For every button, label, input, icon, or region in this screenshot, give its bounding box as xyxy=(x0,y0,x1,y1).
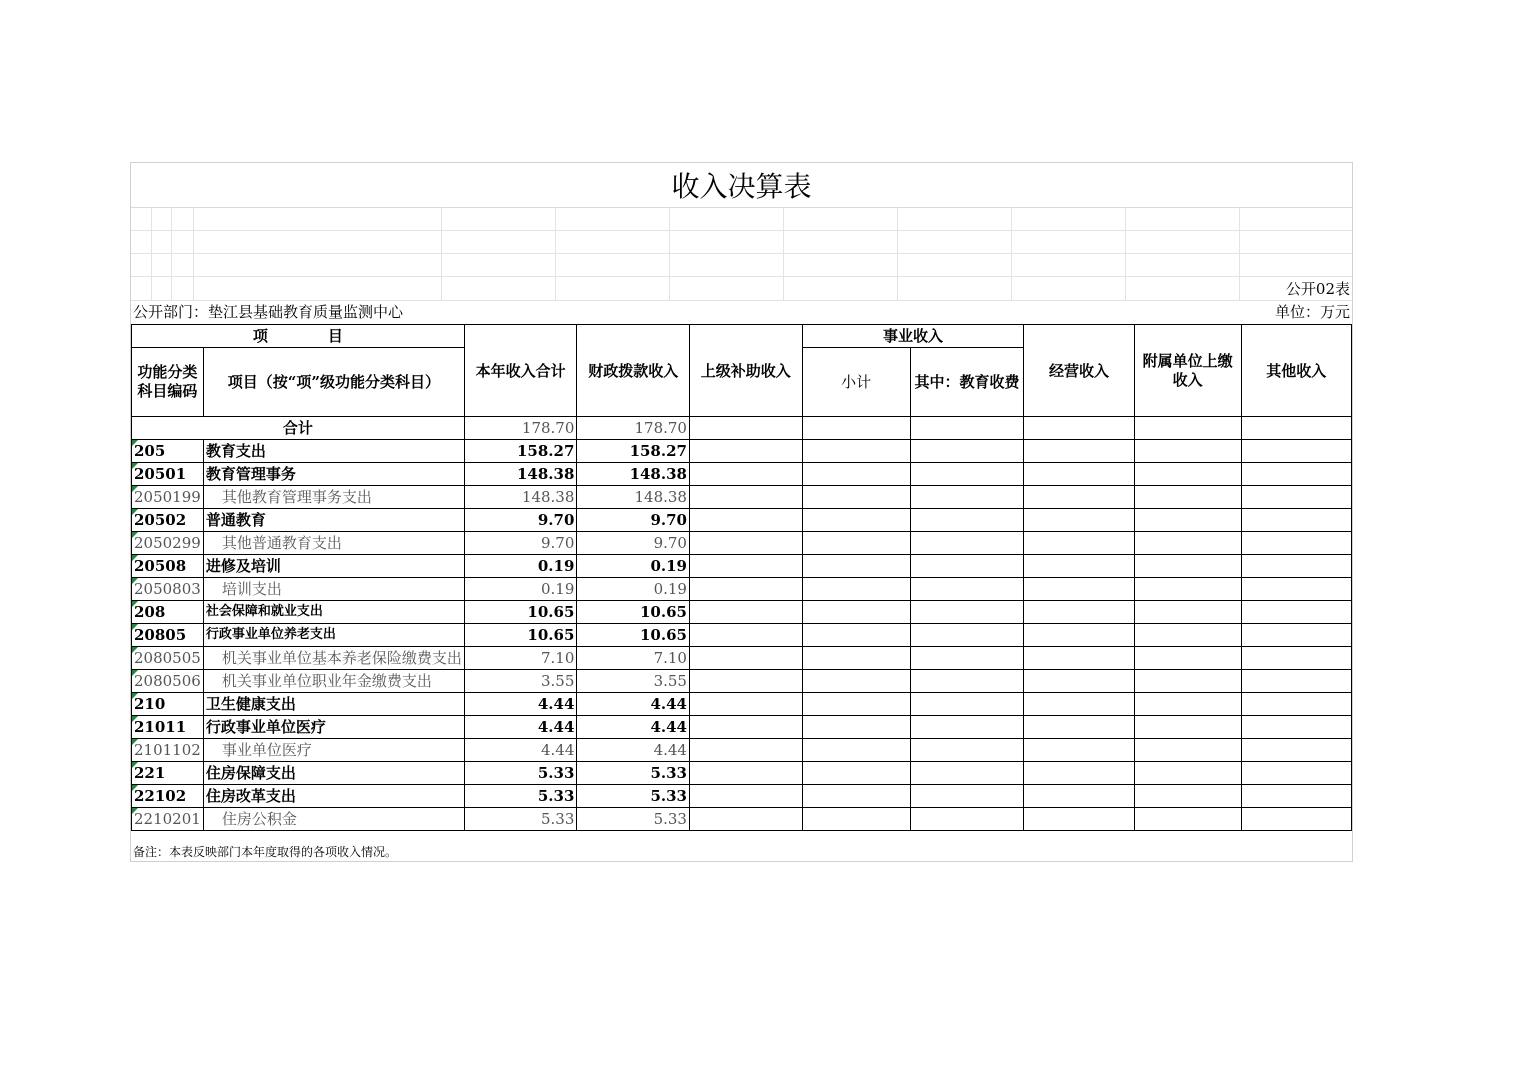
header-total: 本年收入合计 xyxy=(464,325,577,417)
row-total: 10.65 xyxy=(464,624,577,647)
row-name: 事业单位医疗 xyxy=(203,739,464,762)
empty-cell xyxy=(1241,578,1351,601)
empty-cell xyxy=(802,739,910,762)
row-total: 5.33 xyxy=(464,785,577,808)
empty-cell xyxy=(689,601,802,624)
row-fiscal: 4.44 xyxy=(577,716,690,739)
empty-cell xyxy=(910,463,1024,486)
blank-row xyxy=(131,253,1352,277)
empty-cell xyxy=(1241,739,1351,762)
empty-cell xyxy=(1024,693,1134,716)
empty-cell xyxy=(689,463,802,486)
row-code: 21011 xyxy=(132,716,204,739)
row-total: 0.19 xyxy=(464,555,577,578)
table-row xyxy=(132,624,1352,647)
empty-cell xyxy=(1024,417,1134,440)
empty-cell xyxy=(910,486,1024,509)
row-code: 205 xyxy=(132,440,204,463)
empty-cell xyxy=(802,555,910,578)
empty-cell xyxy=(1024,739,1134,762)
row-total: 158.27 xyxy=(464,440,577,463)
row-code: 20501 xyxy=(132,463,204,486)
empty-cell xyxy=(910,624,1024,647)
row-total: 0.19 xyxy=(464,578,577,601)
empty-cell xyxy=(1134,509,1241,532)
empty-cell xyxy=(1134,762,1241,785)
empty-cell xyxy=(1134,670,1241,693)
empty-cell xyxy=(802,463,910,486)
empty-cell xyxy=(1241,808,1351,831)
table-row xyxy=(132,463,1352,486)
empty-cell xyxy=(1024,624,1134,647)
row-total: 5.33 xyxy=(464,762,577,785)
row-fiscal: 148.38 xyxy=(577,486,690,509)
row-name: 进修及培训 xyxy=(203,555,464,578)
unit-label: 单位：万元 xyxy=(1274,303,1350,321)
empty-cell xyxy=(1134,601,1241,624)
row-fiscal: 7.10 xyxy=(577,647,690,670)
grid-line xyxy=(441,207,442,300)
grid-line xyxy=(669,207,670,300)
table-row xyxy=(132,578,1352,601)
empty-cell xyxy=(910,532,1024,555)
empty-cell xyxy=(689,440,802,463)
empty-cell xyxy=(1024,762,1134,785)
empty-cell xyxy=(802,509,910,532)
row-fiscal: 9.70 xyxy=(577,532,690,555)
table-row xyxy=(132,693,1352,716)
empty-cell xyxy=(689,762,802,785)
footnote: 备注：本表反映部门本年度取得的各项收入情况。 xyxy=(133,845,398,859)
empty-cell xyxy=(689,509,802,532)
row-total: 9.70 xyxy=(464,509,577,532)
row-name: 社会保障和就业支出 xyxy=(203,601,464,624)
row-name: 住房公积金 xyxy=(203,808,464,831)
empty-cell xyxy=(1024,785,1134,808)
table-row xyxy=(132,762,1352,785)
row-fiscal: 5.33 xyxy=(577,785,690,808)
total-label: 合计 xyxy=(132,417,465,440)
empty-cell xyxy=(1241,440,1351,463)
row-code: 2080505 xyxy=(132,647,204,670)
row-code: 221 xyxy=(132,762,204,785)
empty-cell xyxy=(910,670,1024,693)
page-title: 收入决算表 xyxy=(131,163,1352,208)
row-name: 机关事业单位基本养老保险缴费支出 xyxy=(203,647,464,670)
income-table xyxy=(131,324,1352,831)
empty-cell xyxy=(1241,555,1351,578)
empty-cell xyxy=(1134,555,1241,578)
empty-cell xyxy=(1024,647,1134,670)
empty-cell xyxy=(910,693,1024,716)
empty-cell xyxy=(1024,532,1134,555)
row-code: 20502 xyxy=(132,509,204,532)
empty-cell xyxy=(1024,808,1134,831)
empty-cell xyxy=(1134,624,1241,647)
empty-cell xyxy=(802,670,910,693)
empty-cell xyxy=(689,670,802,693)
empty-cell xyxy=(689,785,802,808)
empty-cell xyxy=(1241,693,1351,716)
blank-row xyxy=(131,230,1352,254)
empty-cell xyxy=(802,440,910,463)
grid-line xyxy=(193,207,194,300)
row-name: 其他普通教育支出 xyxy=(203,532,464,555)
empty-cell xyxy=(1134,440,1241,463)
row-code: 210 xyxy=(132,693,204,716)
empty-cell xyxy=(910,739,1024,762)
empty-cell xyxy=(1024,486,1134,509)
grid-line xyxy=(1125,207,1126,300)
empty-cell xyxy=(802,624,910,647)
row-total: 3.55 xyxy=(464,670,577,693)
blank-row xyxy=(131,276,1352,301)
empty-cell xyxy=(1134,785,1241,808)
blank-row xyxy=(131,207,1352,231)
row-fiscal: 4.44 xyxy=(577,693,690,716)
empty-cell xyxy=(1241,601,1351,624)
row-name: 教育支出 xyxy=(203,440,464,463)
empty-cell xyxy=(910,785,1024,808)
row-code: 20805 xyxy=(132,624,204,647)
total-sum: 178.70 xyxy=(464,417,577,440)
empty-cell xyxy=(1241,463,1351,486)
table-row xyxy=(132,785,1352,808)
empty-cell xyxy=(689,739,802,762)
row-fiscal: 10.65 xyxy=(577,624,690,647)
row-code: 2050299 xyxy=(132,532,204,555)
empty-cell xyxy=(802,785,910,808)
row-total: 10.65 xyxy=(464,601,577,624)
table-row xyxy=(132,716,1352,739)
empty-cell xyxy=(1241,716,1351,739)
empty-cell xyxy=(1241,785,1351,808)
header-fiscal: 财政拨款收入 xyxy=(577,325,690,417)
header-other: 其他收入 xyxy=(1241,325,1351,417)
empty-cell xyxy=(802,808,910,831)
empty-cell xyxy=(1241,486,1351,509)
header-superior: 上级补助收入 xyxy=(689,325,802,417)
row-name: 普通教育 xyxy=(203,509,464,532)
row-name: 卫生健康支出 xyxy=(203,693,464,716)
empty-cell xyxy=(802,601,910,624)
grid-line xyxy=(171,207,172,300)
empty-cell xyxy=(802,486,910,509)
empty-cell xyxy=(910,762,1024,785)
empty-cell xyxy=(1024,440,1134,463)
empty-cell xyxy=(689,716,802,739)
row-code: 2050199 xyxy=(132,486,204,509)
row-code: 2050803 xyxy=(132,578,204,601)
row-total: 4.44 xyxy=(464,693,577,716)
row-total: 148.38 xyxy=(464,463,577,486)
empty-cell xyxy=(1024,716,1134,739)
empty-cell xyxy=(910,808,1024,831)
table-row xyxy=(132,486,1352,509)
empty-cell xyxy=(1134,739,1241,762)
form-number: 公开02表 xyxy=(1285,280,1350,298)
empty-cell xyxy=(689,647,802,670)
empty-cell xyxy=(1024,463,1134,486)
row-total: 9.70 xyxy=(464,532,577,555)
empty-cell xyxy=(802,532,910,555)
row-fiscal: 3.55 xyxy=(577,670,690,693)
row-total: 4.44 xyxy=(464,739,577,762)
empty-cell xyxy=(1134,417,1241,440)
header-operating: 经营收入 xyxy=(1024,325,1134,417)
empty-cell xyxy=(1134,463,1241,486)
empty-cell xyxy=(910,647,1024,670)
empty-cell xyxy=(1134,532,1241,555)
header-subtotal: 小计 xyxy=(802,348,910,417)
empty-cell xyxy=(1134,486,1241,509)
empty-cell xyxy=(1241,762,1351,785)
table-row xyxy=(132,440,1352,463)
empty-cell xyxy=(689,486,802,509)
empty-cell xyxy=(1134,716,1241,739)
empty-cell xyxy=(1134,693,1241,716)
row-fiscal: 0.19 xyxy=(577,555,690,578)
empty-cell xyxy=(802,693,910,716)
table-row xyxy=(132,670,1352,693)
table-row xyxy=(132,532,1352,555)
total-fiscal: 178.70 xyxy=(577,417,690,440)
row-fiscal: 5.33 xyxy=(577,808,690,831)
row-total: 7.10 xyxy=(464,647,577,670)
row-name: 住房改革支出 xyxy=(203,785,464,808)
row-name: 行政事业单位养老支出 xyxy=(203,624,464,647)
total-row xyxy=(132,417,1352,440)
empty-cell xyxy=(802,716,910,739)
row-fiscal: 158.27 xyxy=(577,440,690,463)
empty-cell xyxy=(1134,647,1241,670)
empty-cell xyxy=(1024,670,1134,693)
grid-line xyxy=(783,207,784,300)
row-fiscal: 9.70 xyxy=(577,509,690,532)
table-row xyxy=(132,601,1352,624)
empty-cell xyxy=(1241,532,1351,555)
department-label: 公开部门：垫江县基础教育质量监测中心 xyxy=(133,303,404,321)
empty-cell xyxy=(1024,578,1134,601)
row-total: 5.33 xyxy=(464,808,577,831)
empty-cell xyxy=(689,578,802,601)
header-edu-fee: 其中：教育收费 xyxy=(910,348,1024,417)
empty-cell xyxy=(802,578,910,601)
grid-line xyxy=(151,207,152,300)
empty-cell xyxy=(910,716,1024,739)
header-business-group: 事业收入 xyxy=(802,325,1024,348)
empty-cell xyxy=(802,762,910,785)
row-code: 2101102 xyxy=(132,739,204,762)
empty-cell xyxy=(910,417,1024,440)
empty-cell xyxy=(1024,555,1134,578)
empty-cell xyxy=(689,693,802,716)
empty-cell xyxy=(689,808,802,831)
row-fiscal: 148.38 xyxy=(577,463,690,486)
table-row xyxy=(132,509,1352,532)
empty-cell xyxy=(910,440,1024,463)
grid-line xyxy=(1011,207,1012,300)
row-name: 教育管理事务 xyxy=(203,463,464,486)
empty-cell xyxy=(1024,601,1134,624)
empty-cell xyxy=(1241,647,1351,670)
row-code: 208 xyxy=(132,601,204,624)
empty-cell xyxy=(1241,417,1351,440)
row-fiscal: 4.44 xyxy=(577,739,690,762)
header-affiliated: 附属单位上缴收入 xyxy=(1134,325,1241,417)
empty-cell xyxy=(689,532,802,555)
row-name: 培训支出 xyxy=(203,578,464,601)
table-row xyxy=(132,555,1352,578)
spreadsheet-sheet xyxy=(130,162,1353,862)
empty-cell xyxy=(689,624,802,647)
empty-cell xyxy=(910,578,1024,601)
empty-cell xyxy=(910,555,1024,578)
table-row xyxy=(132,739,1352,762)
header-name: 项目（按“项”级功能分类科目） xyxy=(203,348,464,417)
grid-line xyxy=(555,207,556,300)
header-code: 功能分类科目编码 xyxy=(132,348,204,417)
row-fiscal: 5.33 xyxy=(577,762,690,785)
header-item-group: 项 目 xyxy=(132,325,465,348)
grid-line xyxy=(897,207,898,300)
empty-cell xyxy=(910,509,1024,532)
grid-line xyxy=(1239,207,1240,300)
row-fiscal: 10.65 xyxy=(577,601,690,624)
table-row xyxy=(132,808,1352,831)
row-code: 22102 xyxy=(132,785,204,808)
empty-cell xyxy=(689,555,802,578)
row-total: 4.44 xyxy=(464,716,577,739)
empty-cell xyxy=(1241,509,1351,532)
empty-cell xyxy=(689,417,802,440)
empty-cell xyxy=(1024,509,1134,532)
row-total: 148.38 xyxy=(464,486,577,509)
empty-cell xyxy=(1134,578,1241,601)
empty-cell xyxy=(1241,670,1351,693)
row-name: 其他教育管理事务支出 xyxy=(203,486,464,509)
empty-cell xyxy=(910,601,1024,624)
empty-cell xyxy=(1134,808,1241,831)
row-name: 行政事业单位医疗 xyxy=(203,716,464,739)
row-code: 20508 xyxy=(132,555,204,578)
row-name: 住房保障支出 xyxy=(203,762,464,785)
row-code: 2080506 xyxy=(132,670,204,693)
row-name: 机关事业单位职业年金缴费支出 xyxy=(203,670,464,693)
empty-cell xyxy=(1241,624,1351,647)
row-code: 2210201 xyxy=(132,808,204,831)
empty-cell xyxy=(802,647,910,670)
row-fiscal: 0.19 xyxy=(577,578,690,601)
empty-cell xyxy=(802,417,910,440)
table-row xyxy=(132,647,1352,670)
